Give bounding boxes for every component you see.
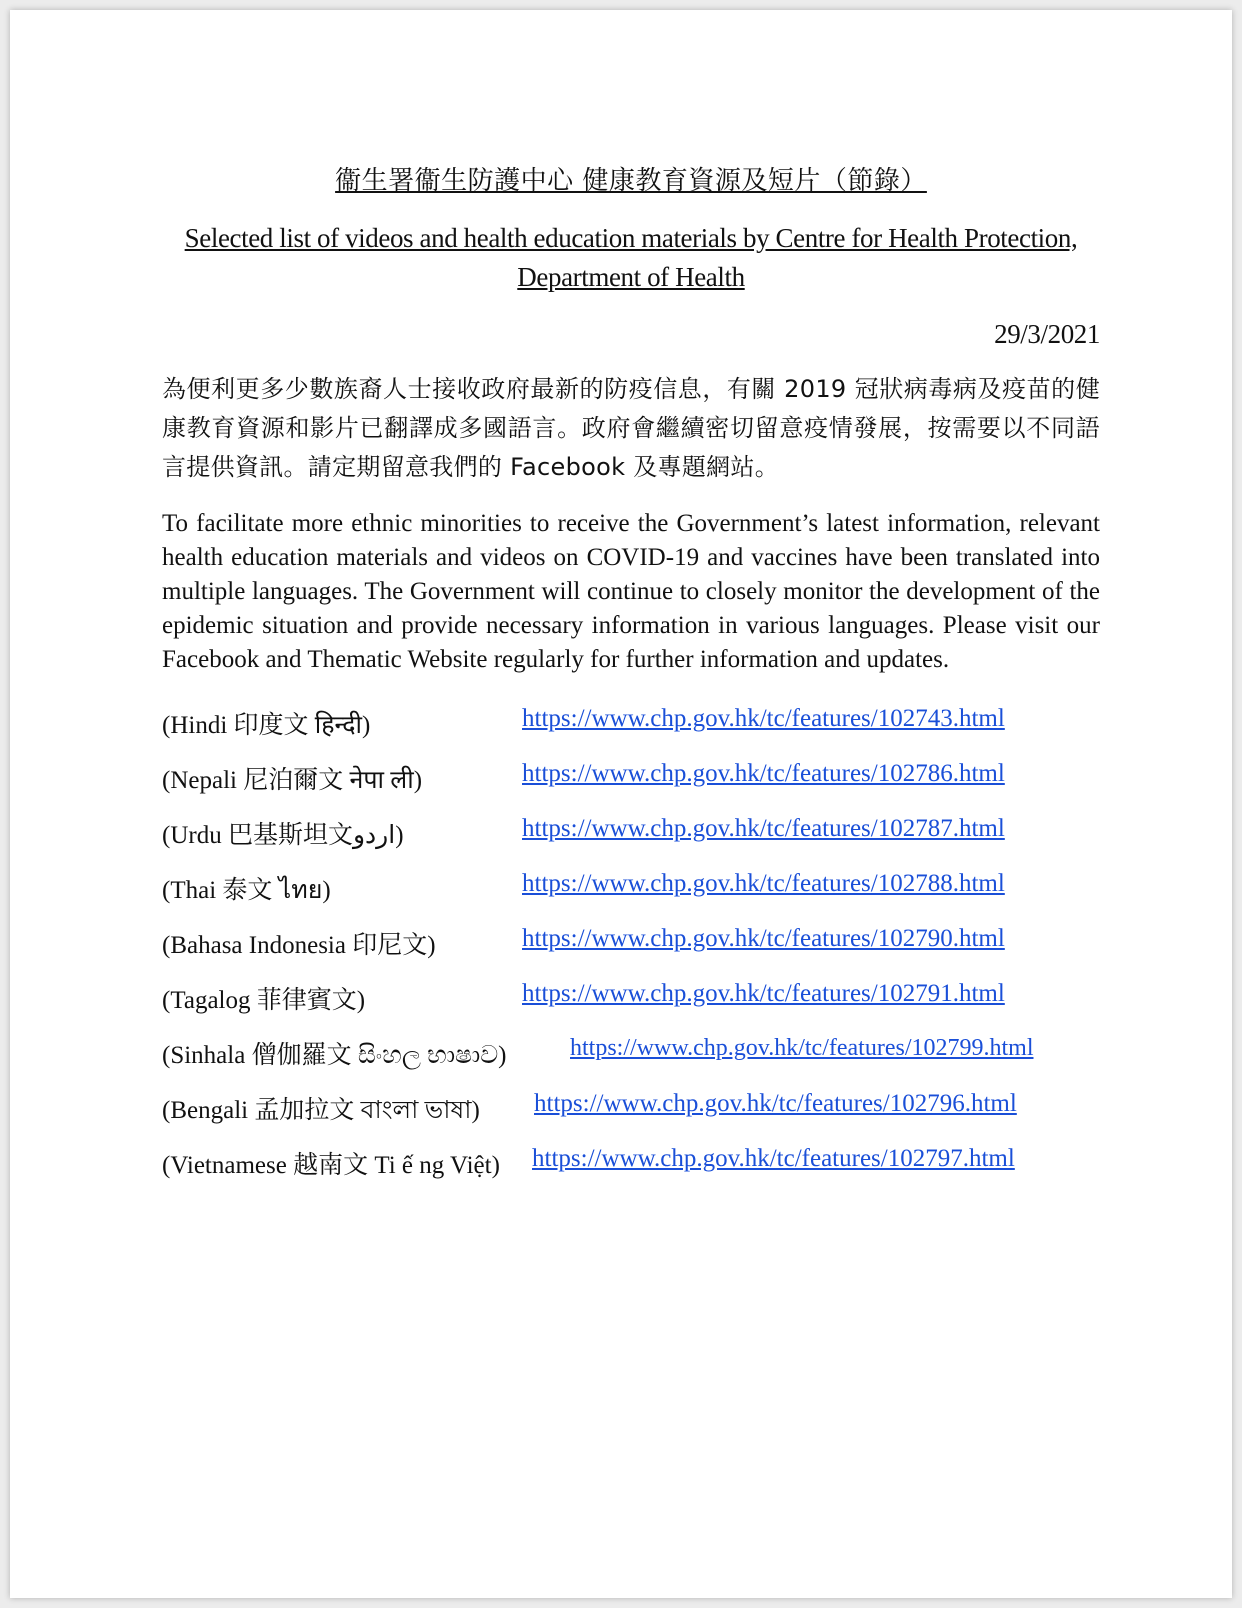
language-link[interactable]: https://www.chp.gov.hk/tc/features/102788.html: [522, 870, 1005, 897]
document-page: [10, 10, 1232, 1598]
intro-paragraph-chinese: 為便利更多少數族裔人士接收政府最新的防疫信息，有關 2019 冠狀病毒病及疫苗的健康教育資源和影片已翻譯成多國語言。政府會繼續密切留意疫情發展，按需要以不同語言提供資訊。請定期留意我們的 Facebook 及專題網站。: [162, 375, 1100, 481]
language-label: (Sinhala 僧伽羅文 සිංහල භාෂාව): [162, 1042, 507, 1069]
language-label: (Thai 泰文 ไทย): [162, 877, 331, 904]
language-row-bengali: [162, 1082, 1100, 1137]
language-link[interactable]: https://www.chp.gov.hk/tc/features/102791.html: [522, 980, 1005, 1007]
language-link[interactable]: https://www.chp.gov.hk/tc/features/102799.html: [570, 1035, 1034, 1061]
language-label: (Nepali 尼泊爾文 नेपा ली): [162, 767, 423, 794]
language-row-sinhala: [162, 1027, 1100, 1082]
document-date: 29/3/2021: [994, 319, 1100, 349]
language-row-thai: [162, 862, 1100, 917]
language-link[interactable]: https://www.chp.gov.hk/tc/features/102790.html: [522, 925, 1005, 952]
language-link[interactable]: https://www.chp.gov.hk/tc/features/102797.html: [532, 1145, 1015, 1172]
language-label: (Tagalog 菲律賓文): [162, 987, 366, 1014]
language-row-vietnamese: [162, 1137, 1100, 1192]
language-label: (Urdu 巴基斯坦文اردو): [162, 822, 404, 849]
language-row-nepali: [162, 752, 1100, 807]
language-link[interactable]: https://www.chp.gov.hk/tc/features/102787.html: [522, 815, 1005, 842]
language-link-list: [162, 697, 1100, 1192]
language-label: (Vietnamese 越南文 Ti ế ng Việt): [162, 1152, 500, 1179]
language-link[interactable]: https://www.chp.gov.hk/tc/features/102796.html: [534, 1090, 1017, 1117]
title-chinese: 衞生署衞生防護中心 健康教育資源及短片（節錄）: [335, 166, 927, 196]
language-link[interactable]: https://www.chp.gov.hk/tc/features/102786.html: [522, 760, 1005, 787]
language-row-urdu: [162, 807, 1100, 862]
title-english: Selected list of videos and health education materials by Centre for Health Protection, Department of Health: [184, 223, 1078, 292]
intro-paragraph-english: To facilitate more ethnic minorities to receive the Government’s latest information, relevant health education materials and videos on COVID-19 and vaccines have been translated into multiple languages. The Government will continue to closely monitor the development of the epidemic situation and provide necessary information in various languages. Please visit our Facebook and Thematic Website regularly for further information and updates.: [162, 510, 1100, 673]
language-row-hindi: [162, 697, 1100, 752]
language-label: (Bengali 孟加拉文 বাংলা ভাষা): [162, 1097, 480, 1124]
language-label: (Hindi 印度文 हिन्दी): [162, 712, 371, 739]
language-link[interactable]: https://www.chp.gov.hk/tc/features/102743.html: [522, 705, 1005, 732]
language-label: (Bahasa Indonesia 印尼文): [162, 932, 436, 959]
language-row-tagalog: [162, 972, 1100, 1027]
document-content: [162, 160, 1100, 1192]
language-row-indonesian: [162, 917, 1100, 972]
